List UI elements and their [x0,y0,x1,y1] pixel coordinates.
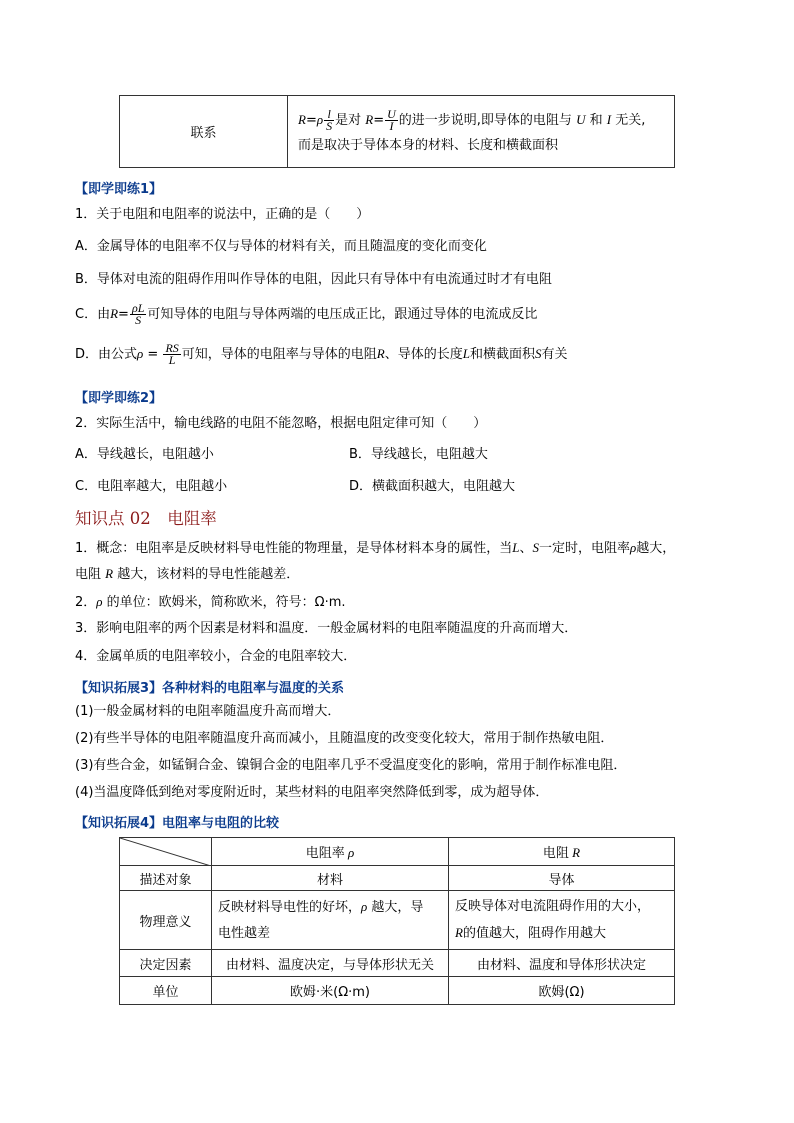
exercise1-question: 1．关于电阻和电阻率的说法中，正确的是（ ） [75,207,370,222]
exercise1-option-c: C．由R= $\frac{\rho L}{S}$ 可知导体的电阻与导体两端的电压成正比，跟通过导体的电流成反比 [75,301,538,327]
ext3-heading: 【知识拓展3】各种材料的电阻率与温度的关系 [75,681,345,696]
relation-line2: 而是取决于导体本身的材料、长度和横截面积 [298,138,559,153]
cell-factors-resistance: 由材料、温度和导体形状决定 [449,950,675,977]
cell-meaning-resistance: 反映导体对电流阻碍作用的大小， R的值越大，阻碍作用越大 [449,891,675,950]
ext4-heading: 【知识拓展4】电阻率与电阻的比较 [75,816,280,831]
section-p4: 4．金属单质的电阻率较小，合金的电阻率较大． [75,649,357,664]
section-p2: 2．ρ 的单位：欧姆米，简称欧米，符号：Ω·m. [75,594,346,610]
exercise2-option-c: C．电阻率越大，电阻越小 [75,479,228,494]
relation-label: 联系 [120,96,288,168]
exercise2-heading: 【即学即练2】 [75,391,163,406]
row-label-object: 描述对象 [120,866,212,891]
exercise1-option-a: A．金属导体的电阻率不仅与导体的材料有关，而且随温度的变化而变化 [75,239,487,254]
header-resistivity: 电阻率 ρ [212,838,449,866]
exercise1-heading: 【即学即练1】 [75,182,163,197]
diagonal-corner-cell [120,838,212,866]
exercise2-option-a: A．导线越长，电阻越小 [75,447,214,462]
exercise2-question: 2．实际生活中，输电线路的电阻不能忽略，根据电阻定律可知（ ） [75,416,487,431]
section-p1-line1: 1．概念：电阻率是反映材料导电性能的物理量，是导体材料本身的属性，当L、S一定时，电阻率ρ越大， [75,540,676,556]
cell-object-resistivity: 材料 [212,866,449,891]
row-label-meaning: 物理意义 [120,891,212,950]
exercise2-option-d: D．横截面积越大，电阻越大 [349,479,516,494]
exercise1-option-b: B．导体对电流的阻碍作用叫作导体的电阻，因此只有导体中有电流通过时才有电阻 [75,272,552,287]
exercise1-option-d: D．由公式ρ = $\frac{RS}{L}$ 可知，导体的电阻率与导体的电阻R、导体的长度L和横截面积S有关 [75,341,568,367]
row-label-unit: 单位 [120,977,212,1005]
cell-factors-resistivity: 由材料、温度决定，与导体形状无关 [212,950,449,977]
relation-table [119,95,675,168]
section-title: 知识点 02 电阻率 [75,509,217,528]
relation-content: R=ρ $\frac{l}{S}$ 是对 R= $\frac{U}{I}$ 的进一步说明,即导体的电阻与 U 和 I 无关, 而是取决于导体本身的材料、长度和横截面积 [288,96,675,168]
header-resistance: 电阻 R [449,838,675,866]
ext3-line4: (4)当温度降低到绝对零度附近时，某些材料的电阻率突然降低到零，成为超导体． [75,785,549,800]
diagonal-line [120,838,211,866]
row-label-factors: 决定因素 [120,950,212,977]
comparison-table [119,837,675,1005]
ext3-line1: (1)一般金属材料的电阻率随温度升高而增大． [75,704,341,719]
cell-unit-resistivity: 欧姆·米(Ω·m) [212,977,449,1005]
section-p1-line2: 电阻 R 越大，该材料的导电性能越差． [75,566,300,582]
ext3-line3: (3)有些合金，如锰铜合金、镍铜合金的电阻率几乎不受温度变化的影响，常用于制作标准电阻． [75,758,627,773]
ext3-line2: (2)有些半导体的电阻率随温度升高而减小，且随温度的改变变化较大，常用于制作热敏电阻． [75,731,614,746]
cell-meaning-resistivity: 反映材料导电性的好坏，ρ 越大，导 电性越差 [212,891,449,950]
cell-unit-resistance: 欧姆(Ω) [449,977,675,1005]
section-p3: 3．影响电阻率的两个因素是材料和温度．一般金属材料的电阻率随温度的升高而增大． [75,621,578,636]
exercise2-option-b: B．导线越长，电阻越大 [349,447,488,462]
cell-object-resistance: 导体 [449,866,675,891]
